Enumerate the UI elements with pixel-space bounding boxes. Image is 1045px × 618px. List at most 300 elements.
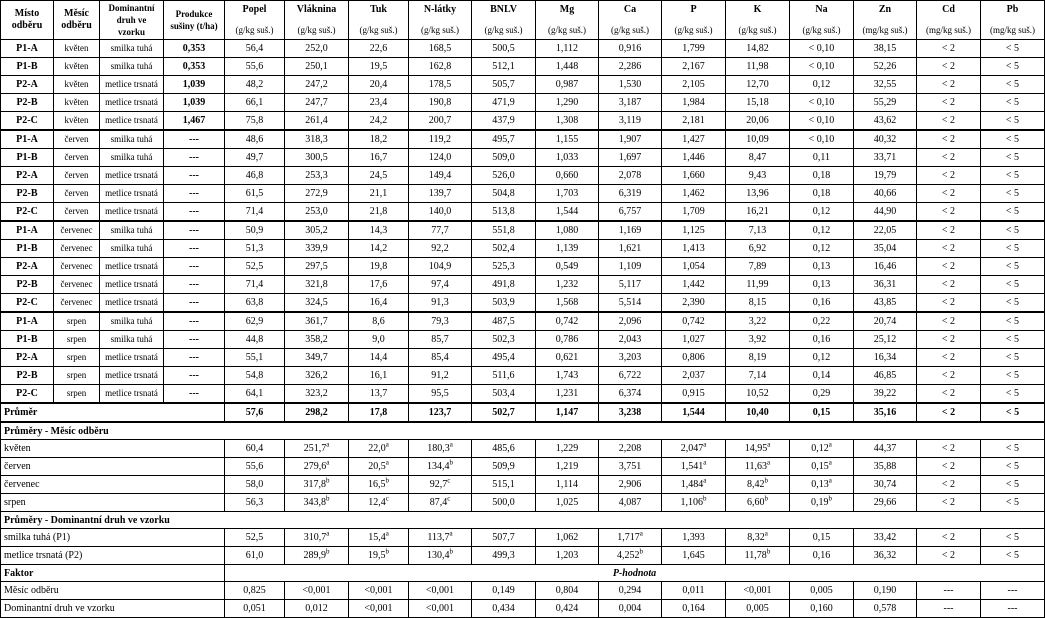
significance-letter: a	[326, 440, 330, 449]
table-cell	[225, 476, 285, 494]
column-unit: (g/kg suš.)	[548, 25, 586, 35]
table-cell: 14,3	[349, 221, 409, 240]
table-cell: 1,462	[662, 185, 726, 203]
table-cell	[854, 458, 917, 476]
table-cell: 247,7	[285, 94, 349, 112]
table-cell: smilka tuhá	[100, 40, 164, 58]
table-cell: < 5	[981, 76, 1045, 94]
table-cell: 3,119	[599, 112, 662, 131]
cell-value: 55,6	[245, 461, 264, 472]
table-cell: 0,549	[536, 258, 599, 276]
table-row	[1, 276, 1045, 294]
table-cell: 326,2	[285, 367, 349, 385]
table-row	[1, 185, 1045, 203]
table-cell: 1,907	[599, 130, 662, 149]
cell-value: 3,751	[618, 461, 642, 472]
table-cell: metlice trsnatá	[100, 76, 164, 94]
cell-value: 22,0	[368, 443, 386, 454]
table-cell: 11,99	[726, 276, 790, 294]
table-cell: 22,05	[854, 221, 917, 240]
table-cell: 253,0	[285, 203, 349, 222]
table-cell: 85,4	[409, 349, 472, 367]
table-cell: < 5	[981, 221, 1045, 240]
table-cell: 300,5	[285, 149, 349, 167]
table-cell: < 2	[917, 167, 981, 185]
table-cell: ---	[164, 349, 225, 367]
table-cell: < 5	[981, 276, 1045, 294]
table-row	[1, 494, 1045, 512]
table-cell: 1,308	[536, 112, 599, 131]
table-cell: 5,117	[599, 276, 662, 294]
table-cell	[599, 529, 662, 547]
table-cell: 19,79	[854, 167, 917, 185]
table-cell	[599, 476, 662, 494]
table-cell: 149,4	[409, 167, 472, 185]
column-name: Zn	[878, 4, 892, 15]
table-cell: < 5	[981, 58, 1045, 76]
cell-value: 12,4	[368, 497, 386, 508]
column-unit: (g/kg suš.)	[235, 25, 274, 35]
table-cell	[409, 476, 472, 494]
table-cell: 2,043	[599, 331, 662, 349]
table-cell: 20,4	[349, 76, 409, 94]
cell-value: < 2	[941, 443, 956, 454]
significance-letter: a	[703, 476, 707, 485]
table-cell: 437,9	[472, 112, 536, 131]
table-cell	[536, 458, 599, 476]
table-cell: ---	[981, 582, 1045, 600]
table-cell: < 2	[917, 294, 981, 313]
table-cell: 0,15	[790, 403, 854, 422]
table-cell: < 0,10	[790, 112, 854, 131]
table-cell: 318,3	[285, 130, 349, 149]
cell-value: 58,0	[245, 479, 264, 490]
table-cell: metlice trsnatá	[100, 185, 164, 203]
table-cell: smilka tuhá	[100, 331, 164, 349]
table-cell: 0,164	[662, 600, 726, 618]
table-cell: 91,3	[409, 294, 472, 313]
table-cell: 361,7	[285, 312, 349, 331]
table-cell: 16,34	[854, 349, 917, 367]
significance-letter: b	[639, 547, 643, 556]
table-cell: metlice trsnatá	[100, 349, 164, 367]
table-row	[1, 582, 1045, 600]
table-row	[1, 547, 1045, 565]
table-row	[1, 203, 1045, 222]
table-cell	[349, 494, 409, 512]
table-cell: 1,621	[599, 240, 662, 258]
table-cell	[854, 476, 917, 494]
cell-value: 1,229	[555, 443, 579, 454]
table-cell: červen	[54, 167, 100, 185]
table-cell: ---	[164, 167, 225, 185]
table-cell: červenec	[54, 294, 100, 313]
table-cell: < 2	[917, 240, 981, 258]
significance-letter: a	[449, 440, 453, 449]
table-cell: květen	[54, 76, 100, 94]
column-unit: (mg/kg suš.)	[862, 25, 908, 35]
significance-letter: a	[764, 529, 768, 538]
table-cell: 52,5	[225, 258, 285, 276]
table-cell	[409, 494, 472, 512]
table-cell: 8,15	[726, 294, 790, 313]
table-cell: ---	[164, 331, 225, 349]
table-cell: 104,9	[409, 258, 472, 276]
table-cell: P2-C	[1, 294, 54, 313]
table-cell: 0,742	[536, 312, 599, 331]
table-cell: 1,147	[536, 403, 599, 422]
table-cell: P2-A	[1, 258, 54, 276]
table-cell: metlice trsnatá	[100, 367, 164, 385]
table-cell: 124,0	[409, 149, 472, 167]
table-cell: 551,8	[472, 221, 536, 240]
column-unit: (g/kg suš.)	[421, 25, 459, 35]
significance-letter: a	[767, 440, 771, 449]
table-cell: 20,06	[726, 112, 790, 131]
table-cell	[854, 547, 917, 565]
table-cell: 178,5	[409, 76, 472, 94]
table-cell	[285, 440, 349, 458]
table-cell	[662, 458, 726, 476]
table-cell: 119,2	[409, 130, 472, 149]
cell-value: 29,66	[873, 497, 897, 508]
table-cell: 0,29	[790, 385, 854, 404]
column-header	[472, 1, 536, 40]
column-unit: (g/kg suš.)	[484, 25, 523, 35]
table-cell: 16,4	[349, 294, 409, 313]
table-cell: 339,9	[285, 240, 349, 258]
table-cell: 20,74	[854, 312, 917, 331]
table-cell: 3,22	[726, 312, 790, 331]
table-cell	[409, 440, 472, 458]
table-cell: 1,709	[662, 203, 726, 222]
cell-value: 279,6	[303, 461, 327, 472]
table-cell	[599, 458, 662, 476]
table-cell: 3,92	[726, 331, 790, 349]
table-cell: červenec	[54, 258, 100, 276]
table-cell: 0,11	[790, 149, 854, 167]
cell-value: 485,6	[492, 443, 515, 454]
table-cell	[854, 440, 917, 458]
table-cell: 75,8	[225, 112, 285, 131]
table-cell: 190,8	[409, 94, 472, 112]
table-cell: < 2	[917, 203, 981, 222]
table-cell: ---	[981, 600, 1045, 618]
table-cell: 0,660	[536, 167, 599, 185]
table-cell: <0,001	[349, 582, 409, 600]
table-cell: P1-B	[1, 331, 54, 349]
cell-value: 0,15	[812, 532, 831, 543]
table-row	[1, 221, 1045, 240]
significance-letter: a	[385, 529, 389, 538]
row-label: smilka tuhá (P1)	[1, 529, 225, 547]
table-cell	[409, 529, 472, 547]
table-cell: 495,7	[472, 130, 536, 149]
table-cell: červen	[54, 203, 100, 222]
table-cell: ---	[164, 203, 225, 222]
table-cell: 0,804	[536, 582, 599, 600]
cell-value: 61,0	[245, 550, 264, 561]
table-cell: 247,2	[285, 76, 349, 94]
table-cell: 3,203	[599, 349, 662, 367]
table-cell: 21,1	[349, 185, 409, 203]
table-cell	[854, 494, 917, 512]
table-cell: 56,4	[225, 40, 285, 58]
table-cell: 0,12	[790, 240, 854, 258]
table-cell: P2-B	[1, 94, 54, 112]
row-label: květen	[1, 440, 225, 458]
significance-letter: a	[828, 476, 832, 485]
table-cell: 1,697	[599, 149, 662, 167]
table-cell: 62,9	[225, 312, 285, 331]
table-cell: 0,424	[536, 600, 599, 618]
table-cell: 2,105	[662, 76, 726, 94]
table-cell: 14,2	[349, 240, 409, 258]
table-row	[1, 440, 1045, 458]
table-cell: 0,190	[854, 582, 917, 600]
table-cell: P2-A	[1, 349, 54, 367]
table-cell: 23,4	[349, 94, 409, 112]
cell-value: 317,8	[303, 479, 326, 490]
table-cell: P2-B	[1, 276, 54, 294]
table-cell: ---	[164, 312, 225, 331]
table-cell: 1,467	[164, 112, 225, 131]
column-header	[285, 1, 349, 40]
significance-letter: a	[828, 440, 832, 449]
table-cell	[285, 476, 349, 494]
table-cell: < 5	[981, 385, 1045, 404]
table-cell	[472, 494, 536, 512]
table-cell: 6,757	[599, 203, 662, 222]
cell-value: 44,37	[873, 443, 897, 454]
table-cell	[981, 440, 1045, 458]
table-cell: < 2	[917, 349, 981, 367]
cell-value: 1,025	[555, 497, 579, 508]
table-cell: 1,413	[662, 240, 726, 258]
cell-value: 87,4	[429, 497, 448, 508]
table-cell: < 2	[917, 94, 981, 112]
table-cell: květen	[54, 58, 100, 76]
section-title: Průměry - Měsíc odběru	[1, 422, 1045, 440]
table-cell: smilka tuhá	[100, 312, 164, 331]
table-cell: 0,12	[790, 349, 854, 367]
table-cell: 9,43	[726, 167, 790, 185]
table-cell: ---	[164, 276, 225, 294]
cell-value: 507,7	[492, 532, 515, 543]
table-cell: P2-C	[1, 385, 54, 404]
table-cell: 10,52	[726, 385, 790, 404]
table-cell: 1,290	[536, 94, 599, 112]
table-cell: 1,054	[662, 258, 726, 276]
table-cell: 526,0	[472, 167, 536, 185]
column-header	[981, 1, 1045, 40]
table-cell: 43,62	[854, 112, 917, 131]
table-cell: ---	[164, 149, 225, 167]
table-row	[1, 58, 1045, 76]
cell-value: 2,208	[618, 443, 642, 454]
table-cell: 0,13	[790, 258, 854, 276]
cell-value: 0,13	[811, 479, 829, 490]
table-cell: 1,799	[662, 40, 726, 58]
table-cell: 55,29	[854, 94, 917, 112]
table-cell	[349, 476, 409, 494]
table-cell: 7,13	[726, 221, 790, 240]
table-cell: 3,238	[599, 403, 662, 422]
table-cell: P2-C	[1, 112, 54, 131]
table-cell: 1,442	[662, 276, 726, 294]
table-cell: < 2	[917, 403, 981, 422]
table-cell: 10,40	[726, 403, 790, 422]
table-cell: < 5	[981, 403, 1045, 422]
table-cell: < 5	[981, 331, 1045, 349]
table-cell: smilka tuhá	[100, 240, 164, 258]
table-cell	[790, 476, 854, 494]
column-header	[662, 1, 726, 40]
table-cell	[917, 440, 981, 458]
table-cell: 505,7	[472, 76, 536, 94]
table-cell	[225, 458, 285, 476]
table-cell: 0,16	[790, 331, 854, 349]
cell-value: 0,19	[811, 497, 829, 508]
table-cell	[536, 476, 599, 494]
table-cell: 1,155	[536, 130, 599, 149]
table-cell: 21,8	[349, 203, 409, 222]
table-cell: 168,5	[409, 40, 472, 58]
significance-letter: a	[326, 529, 330, 538]
table-cell: 0,742	[662, 312, 726, 331]
table-cell: P2-C	[1, 203, 54, 222]
significance-letter: b	[385, 476, 389, 485]
pvalue-label: P-hodnota	[225, 565, 1045, 582]
significance-letter: b	[766, 547, 771, 556]
cell-value: 1,484	[680, 479, 704, 490]
table-cell: 44,90	[854, 203, 917, 222]
table-cell: < 2	[917, 276, 981, 294]
table-cell: 1,703	[536, 185, 599, 203]
table-cell: 79,3	[409, 312, 472, 331]
table-cell: 22,6	[349, 40, 409, 58]
column-unit: (g/kg suš.)	[674, 25, 713, 35]
table-cell: < 0,10	[790, 94, 854, 112]
cell-value: < 2	[941, 532, 956, 543]
table-cell: metlice trsnatá	[100, 258, 164, 276]
cell-value: 1,106	[680, 497, 703, 508]
table-cell: 471,9	[472, 94, 536, 112]
table-cell: 0,294	[599, 582, 662, 600]
table-cell	[599, 547, 662, 565]
table-cell: ---	[164, 240, 225, 258]
table-cell: 513,8	[472, 203, 536, 222]
significance-letter: a	[703, 458, 707, 467]
table-cell	[599, 440, 662, 458]
column-name: BNLV	[490, 4, 517, 15]
table-cell: 0,149	[472, 582, 536, 600]
table-cell: 0,16	[790, 294, 854, 313]
table-cell	[917, 494, 981, 512]
table-cell: 0,011	[662, 582, 726, 600]
table-row	[1, 312, 1045, 331]
column-name: Pb	[1006, 4, 1019, 15]
table-row	[1, 76, 1045, 94]
table-row	[1, 112, 1045, 131]
table-cell	[349, 529, 409, 547]
table-cell: 0,12	[790, 203, 854, 222]
table-cell	[790, 529, 854, 547]
table-cell: metlice trsnatá	[100, 203, 164, 222]
table-cell: 0,12	[790, 76, 854, 94]
table-cell: <0,001	[409, 600, 472, 618]
column-header: Měsíc odběru	[54, 1, 100, 40]
cell-value: < 5	[1005, 479, 1020, 490]
table-cell: 0,14	[790, 367, 854, 385]
table-cell: < 5	[981, 185, 1045, 203]
table-cell: 10,09	[726, 130, 790, 149]
table-cell: 16,7	[349, 149, 409, 167]
table-cell: 44,8	[225, 331, 285, 349]
table-cell	[917, 476, 981, 494]
cell-value: < 5	[1005, 532, 1020, 543]
table-cell	[726, 529, 790, 547]
table-cell	[409, 458, 472, 476]
table-cell	[981, 476, 1045, 494]
table-cell	[225, 494, 285, 512]
table-cell: srpen	[54, 312, 100, 331]
row-label: Dominantní druh ve vzorku	[1, 600, 225, 618]
table-cell: květen	[54, 112, 100, 131]
table-cell: < 5	[981, 40, 1045, 58]
table-cell: 504,8	[472, 185, 536, 203]
table-cell: < 5	[981, 349, 1045, 367]
column-header: Dominantní druh ve vzorku	[100, 1, 164, 40]
cell-value: 1,717	[617, 532, 640, 543]
table-cell: 0,051	[225, 600, 285, 618]
cell-value: 0,12	[811, 443, 829, 454]
table-cell: P2-A	[1, 167, 54, 185]
table-cell: červenec	[54, 276, 100, 294]
table-row	[1, 331, 1045, 349]
section-title: Faktor	[1, 565, 225, 582]
table-cell: ---	[164, 221, 225, 240]
table-cell	[981, 547, 1045, 565]
table-cell: 6,722	[599, 367, 662, 385]
table-cell	[472, 529, 536, 547]
table-cell: 2,037	[662, 367, 726, 385]
cell-value: 1,541	[680, 461, 704, 472]
table-cell: < 2	[917, 331, 981, 349]
table-cell: < 5	[981, 240, 1045, 258]
table-cell: 0,806	[662, 349, 726, 367]
column-name: P	[690, 4, 697, 15]
table-cell: 1,232	[536, 276, 599, 294]
table-cell: 2,390	[662, 294, 726, 313]
column-name: K	[753, 4, 762, 15]
table-cell: 71,4	[225, 203, 285, 222]
table-cell: 13,96	[726, 185, 790, 203]
table-cell: 1,530	[599, 76, 662, 94]
significance-letter: c	[385, 494, 389, 503]
table-cell: 49,7	[225, 149, 285, 167]
table-cell: 7,89	[726, 258, 790, 276]
table-cell: 85,7	[409, 331, 472, 349]
table-cell: 3,187	[599, 94, 662, 112]
table-cell: < 0,10	[790, 58, 854, 76]
table-cell	[726, 547, 790, 565]
table-cell	[917, 458, 981, 476]
table-cell: P2-B	[1, 367, 54, 385]
table-cell: 349,7	[285, 349, 349, 367]
row-label: červenec	[1, 476, 225, 494]
column-header: Místo odběru	[1, 1, 54, 40]
